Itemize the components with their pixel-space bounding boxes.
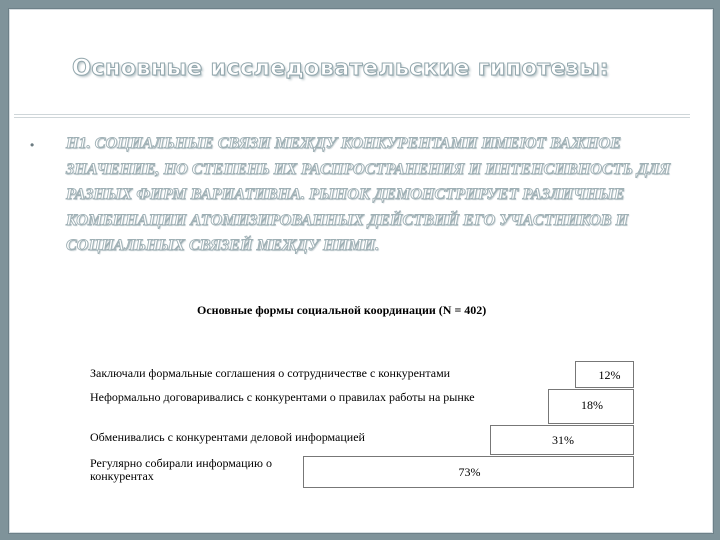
category-label-4: Регулярно собирали информацию о конкурентах bbox=[90, 456, 272, 483]
category-label-2: Неформально договаривались с конкурентами о правилах работы на рынке bbox=[90, 390, 475, 404]
hypothesis-text: Н1. СОЦИАЛЬНЫЕ СВЯЗИ МЕЖДУ КОНКУРЕНТАМИ ИМЕЮТ ВАЖНОЕ ЗНАЧЕНИЕ, НО СТЕПЕНЬ ИХ РАСПРОСТРАНЕНИЯ И ИНТЕНСИВНОСТЬ ДЛЯ РАЗНЫХ ФИРМ ВАРИАТИВНА. РЫНОК ДЕМОНСТРИРУЕТ РАЗЛИЧНЫЕ КОМБИНАЦИИ АТОМИЗИРОВАННЫХ ДЕЙСТВИЙ ЕГО УЧАСТНИКОВ И СОЦИАЛЬНЫХ СВЯЗЕЙ МЕЖДУ НИМИ. bbox=[66, 134, 671, 254]
category-label-3: Обменивались с конкурентами деловой информацией bbox=[90, 430, 365, 444]
bullet-marker: • bbox=[30, 138, 35, 152]
chart-title: Основные формы социальной координации (N = 402) bbox=[197, 303, 487, 317]
category-label-1: Заключали формальные соглашения о сотрудничестве с конкурентами bbox=[90, 366, 451, 380]
slide-title: Основные исследовательские гипотезы: bbox=[72, 55, 609, 81]
value-label-2: 18% bbox=[581, 397, 603, 412]
value-label-4: 73% bbox=[458, 465, 481, 479]
value-label-1: 12% bbox=[598, 367, 621, 382]
divider-top bbox=[14, 114, 690, 115]
value-label-3: 31% bbox=[552, 433, 574, 447]
divider-top-inner bbox=[14, 117, 690, 118]
